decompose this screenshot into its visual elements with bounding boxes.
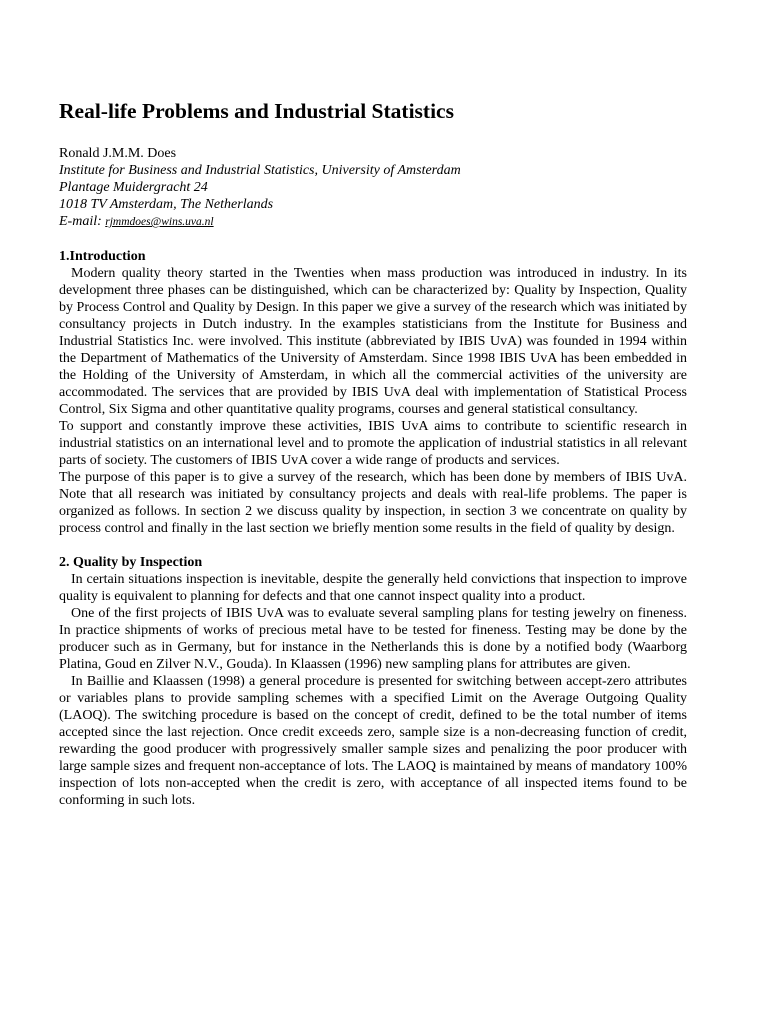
paper-title: Real-life Problems and Industrial Statistics xyxy=(59,99,454,123)
inspection-paragraph-2: One of the first projects of IBIS UvA was to evaluate several sampling plans for testing jewelry on fineness. In practice shipments of works of precious metal have to be tested for fineness. Testing may be done by the producer such as in Germany, but for instance in the Netherlands this is done by a notified body (Waarborg Platina, Goud en Zilver N.V., Gouda). In Klaassen (1996) new sampling plans for attributes are given. xyxy=(59,606,687,672)
section-heading-inspection: 2. Quality by Inspection xyxy=(59,555,203,570)
author-address-city: 1018 TV Amsterdam, The Netherlands xyxy=(59,197,274,212)
intro-paragraph-1: Modern quality theory started in the Twenties when mass production was introduced in industry. In its development three phases can be distinguished, which can be characterized by: Quality by Inspection, Quality by Process Control and Quality by Design. In this paper we give a survey of the research which was initiated by consultancy projects in Dutch industry. In the examples statisticians from the Institute for Business and Industrial Statistics Inc. were involved. This institute (abbreviated by IBIS UvA) was founded in 1994 within the Department of Mathematics of the University of Amsterdam. Since 1998 IBIS UvA has been embedded in the Holding of the University of Amsterdam, in which all the commercial activities of the university are accommodated. The services that are provided by IBIS UvA deal with implementation of Statistical Process Control, Six Sigma and other quantitative quality programs, courses and general statistical consultancy. xyxy=(59,266,687,417)
author-address-street: Plantage Muidergracht 24 xyxy=(59,180,208,195)
author-name: Ronald J.M.M. Does xyxy=(59,146,177,161)
author-block xyxy=(59,145,687,231)
email-link[interactable]: rjmmdoes@wins.uva.nl xyxy=(105,216,214,228)
intro-paragraph-3: The purpose of this paper is to give a survey of the research, which has been done by members of IBIS UvA. Note that all research was initiated by consultancy projects and deals with real-life problems. The paper is organized as follows. In section 2 we discuss quality by inspection, in section 3 we concentrate on quality by process control and finally in the last section we briefly mention some results in the field of quality by design. xyxy=(59,470,687,536)
author-email-line xyxy=(59,213,687,231)
author-affiliation: Institute for Business and Industrial Statistics, University of Amsterdam xyxy=(59,163,461,178)
inspection-paragraph-1: In certain situations inspection is inevitable, despite the generally held convictions that inspection to improve quality is equivalent to planning for defects and that one cannot inspect quality into a product. xyxy=(59,572,687,604)
inspection-paragraph-3: In Baillie and Klaassen (1998) a general procedure is presented for switching between accept-zero attributes or variables plans to provide sampling schemes with a specified Limit on the Average Outgoing Quality (LAOQ). The switching procedure is based on the concept of credit, defined to be the total number of items accepted since the last rejection. Once credit exceeds zero, sample size is a non-decreasing function of credit, rewarding the good producer with progressively smaller sample sizes and penalizing the poor producer with large sample sizes and frequent non-acceptance of lots. The LAOQ is maintained by means of mandatory 100% inspection of lots non-accepted when the credit is zero, with acceptance of all inspected items found to be conforming in such lots. xyxy=(59,674,687,808)
intro-paragraph-2: To support and constantly improve these activities, IBIS UvA aims to contribute to scientific research in industrial statistics on an international level and to promote the application of industrial statistics in all relevant parts of society. The customers of IBIS UvA cover a wide range of products and services. xyxy=(59,419,687,468)
section-heading-introduction: 1.Introduction xyxy=(59,249,146,264)
email-label: E-mail: xyxy=(59,214,102,229)
section-spacer xyxy=(59,537,687,554)
